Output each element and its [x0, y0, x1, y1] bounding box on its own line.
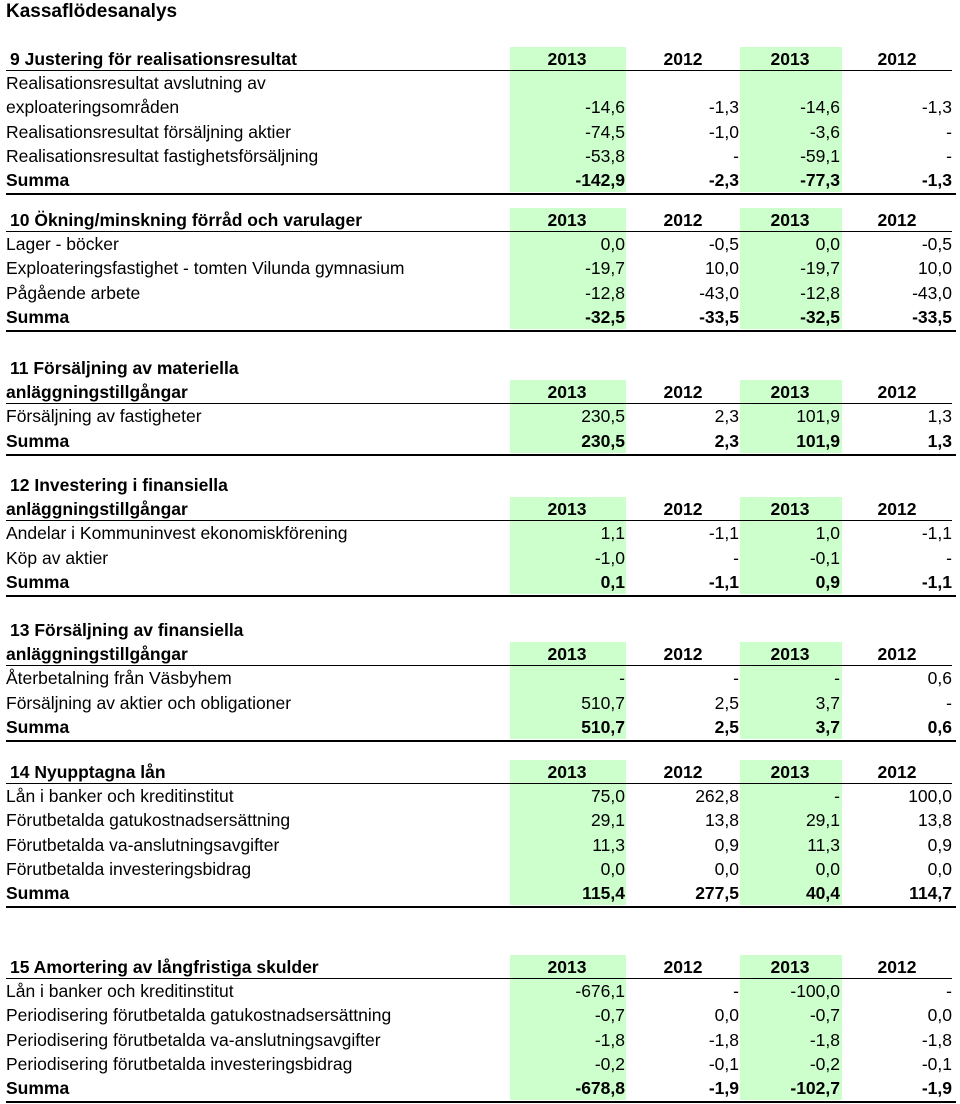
row-label: Exploateringsfastighet - tomten Vilunda gymnasium: [6, 258, 405, 279]
row-value: -: [946, 692, 952, 713]
summa-label: Summa: [6, 883, 70, 903]
row-value: -0,2: [594, 1053, 625, 1074]
row-label: Realisationsresultat försäljning aktier: [6, 121, 291, 142]
row-value: -: [834, 668, 840, 689]
row-value: -1,8: [708, 1029, 739, 1050]
row-value: -0,1: [921, 1053, 952, 1074]
row-value: -: [733, 668, 739, 689]
row-value: 0,0: [927, 1005, 952, 1026]
row-value: -: [733, 145, 739, 166]
row-value: -100,0: [790, 981, 840, 1002]
summa-value: 0,1: [600, 571, 625, 592]
row-value: -1,8: [594, 1029, 625, 1050]
row-value: -1,1: [921, 523, 952, 544]
section-bottom-rule: [6, 906, 956, 908]
row-value: -0,7: [809, 1005, 840, 1026]
column-year-header: 2012: [663, 210, 703, 230]
row-label: Köp av aktier: [6, 547, 109, 568]
summa-value: -1,3: [921, 170, 952, 190]
column-year-header: 2013: [770, 499, 810, 520]
column-year-header: 2013: [770, 762, 810, 782]
row-value: 13,8: [917, 810, 952, 831]
row-value: -: [733, 547, 739, 568]
page-title: Kassaflödesanalys: [6, 1, 178, 22]
summa-value: 0,6: [927, 716, 952, 737]
column-year-header: 2013: [547, 382, 587, 403]
section-bottom-rule: [6, 193, 956, 195]
summa-value: 2,3: [714, 430, 739, 451]
row-label: Försäljning av fastigheter: [6, 406, 202, 427]
column-year-header: 2013: [770, 49, 810, 69]
summa-value: 2,5: [714, 716, 739, 737]
section-heading: 15 Amortering av långfristiga skulder: [10, 957, 319, 977]
row-value: 262,8: [695, 786, 739, 807]
row-value: -53,8: [585, 145, 625, 166]
row-value: 0,0: [600, 234, 625, 255]
row-value: -43,0: [699, 282, 739, 303]
row-label: Lån i banker och kreditinstitut: [6, 981, 234, 1002]
row-value: 2,5: [714, 692, 739, 713]
row-label: exploateringsområden: [6, 97, 180, 118]
row-value: -0,5: [921, 234, 952, 255]
row-value: -0,1: [708, 1053, 739, 1074]
summa-value: 115,4: [582, 883, 625, 903]
summa-value: -102,7: [790, 1078, 840, 1098]
row-value: 1,1: [600, 523, 625, 544]
summa-value: 40,4: [805, 883, 840, 903]
row-value: 101,9: [796, 406, 840, 427]
row-value: -1,3: [921, 97, 952, 118]
column-year-header: 2013: [770, 382, 810, 403]
row-value: -676,1: [575, 981, 625, 1002]
row-value: 1,0: [815, 523, 840, 544]
row-value: 230,5: [581, 406, 625, 427]
summa-value: 510,7: [581, 716, 625, 737]
section-heading: 9 Justering för realisationsresultat: [10, 49, 297, 69]
column-year-header: 2013: [547, 957, 587, 977]
row-value: 0,0: [815, 858, 840, 879]
column-year-header: 2012: [877, 210, 917, 230]
row-value: 0,6: [927, 668, 952, 689]
row-value: 13,8: [704, 810, 739, 831]
section-heading: 12 Investering i finansiella: [10, 475, 228, 495]
summa-value: 114,7: [909, 883, 952, 903]
column-year-header: 2012: [663, 382, 703, 403]
column-year-header: 2012: [877, 644, 917, 665]
row-value: 29,1: [805, 810, 840, 831]
column-year-header: 2013: [547, 49, 587, 69]
row-value: -59,1: [800, 145, 840, 166]
row-value: -1,3: [708, 97, 739, 118]
summa-value: -142,9: [575, 170, 625, 190]
column-year-header: 2013: [770, 957, 810, 977]
row-value: 2,3: [714, 406, 739, 427]
section-heading: 14 Nyupptagna lån: [10, 762, 166, 782]
summa-label: Summa: [6, 716, 70, 737]
column-year-header: 2012: [877, 49, 917, 69]
row-value: -1,1: [708, 523, 739, 544]
row-value: 0,0: [815, 234, 840, 255]
section-heading: 10 Ökning/minskning förråd och varulager: [10, 210, 363, 230]
section-bottom-rule: [6, 454, 956, 456]
row-value: -: [834, 786, 840, 807]
summa-value: -1,9: [708, 1078, 739, 1098]
column-year-header: 2012: [663, 762, 703, 782]
row-value: -12,8: [800, 282, 840, 303]
summa-value: 0,9: [815, 571, 840, 592]
summa-value: 3,7: [815, 716, 840, 737]
row-value: 0,0: [714, 858, 739, 879]
row-value: -14,6: [800, 97, 840, 118]
summa-value: -32,5: [800, 306, 840, 327]
summa-value: 1,3: [927, 430, 952, 451]
column-year-header: 2012: [663, 49, 703, 69]
row-label: Periodisering förutbetalda va-anslutningsavgifter: [6, 1029, 381, 1050]
summa-value: -2,3: [708, 170, 739, 190]
row-value: 10,0: [917, 258, 952, 279]
row-value: -1,8: [809, 1029, 840, 1050]
section-bottom-rule: [6, 330, 956, 332]
summa-value: -32,5: [585, 306, 625, 327]
column-year-header: 2013: [770, 210, 810, 230]
column-year-header: 2013: [770, 644, 810, 665]
column-year-header: 2012: [663, 644, 703, 665]
row-value: -14,6: [585, 97, 625, 118]
row-value: 11,3: [592, 834, 625, 855]
row-label: Periodisering förutbetalda investeringsbidrag: [6, 1053, 353, 1074]
section-bottom-rule: [6, 595, 956, 597]
column-year-header: 2013: [547, 499, 587, 520]
summa-value: -1,1: [708, 571, 739, 592]
section-bottom-rule: [6, 1101, 956, 1103]
row-value: 0,0: [714, 1005, 739, 1026]
row-value: 0,0: [927, 858, 952, 879]
column-year-header: 2013: [547, 210, 587, 230]
row-value: -1,8: [921, 1029, 952, 1050]
column-year-header: 2012: [663, 499, 703, 520]
summa-value: -1,1: [921, 571, 952, 592]
summa-label: Summa: [6, 306, 70, 327]
row-value: 1,3: [927, 406, 952, 427]
row-label: Förutbetalda va-anslutningsavgifter: [6, 834, 280, 855]
column-year-header: 2012: [877, 762, 917, 782]
row-value: 0,9: [714, 834, 739, 855]
summa-value: 101,9: [796, 430, 840, 451]
section-bottom-rule: [6, 740, 956, 742]
summa-value: -1,9: [921, 1078, 952, 1098]
row-label: Återbetalning från Väsbyhem: [6, 668, 232, 689]
row-value: -0,7: [594, 1005, 625, 1026]
summa-value: -678,8: [575, 1078, 625, 1098]
row-value: -1,0: [708, 121, 739, 142]
row-value: -0,1: [809, 547, 840, 568]
row-value: -: [946, 547, 952, 568]
section-heading: anläggningstillgångar: [6, 382, 188, 403]
summa-label: Summa: [6, 1078, 70, 1098]
summa-label: Summa: [6, 430, 70, 451]
column-year-header: 2012: [877, 382, 917, 403]
row-label: Lån i banker och kreditinstitut: [6, 786, 234, 807]
row-label: Lager - böcker: [6, 234, 119, 255]
column-year-header: 2013: [547, 644, 587, 665]
row-value: 11,3: [807, 834, 840, 855]
section-heading: anläggningstillgångar: [6, 499, 188, 520]
summa-value: -33,5: [699, 306, 739, 327]
row-value: -1,0: [594, 547, 625, 568]
summa-value: -77,3: [800, 170, 840, 190]
row-value: 0,9: [927, 834, 952, 855]
row-label: Förutbetalda investeringsbidrag: [6, 858, 252, 879]
row-label: Försäljning av aktier och obligationer: [6, 692, 292, 713]
row-value: 100,0: [908, 786, 952, 807]
summa-value: 277,5: [695, 883, 739, 903]
row-value: -: [946, 145, 952, 166]
row-value: 10,0: [704, 258, 739, 279]
row-value: 75,0: [590, 786, 625, 807]
summa-label: Summa: [6, 571, 70, 592]
row-value: -: [733, 981, 739, 1002]
row-value: -: [946, 981, 952, 1002]
row-label: Pågående arbete: [6, 282, 141, 303]
row-value: -3,6: [809, 121, 840, 142]
row-label: Förutbetalda gatukostnadsersättning: [6, 810, 291, 831]
column-year-header: 2012: [663, 957, 703, 977]
row-value: -74,5: [585, 121, 625, 142]
row-label: Realisationsresultat avslutning av: [6, 73, 266, 94]
row-value: 0,0: [600, 858, 625, 879]
row-label: Andelar i Kommuninvest ekonomiskförening: [6, 523, 348, 544]
column-year-header: 2013: [547, 762, 587, 782]
row-value: 3,7: [815, 692, 840, 713]
row-value: -43,0: [912, 282, 952, 303]
row-value: 510,7: [581, 692, 625, 713]
row-label: Periodisering förutbetalda gatukostnadsersättning: [6, 1005, 392, 1026]
column-year-header: 2012: [877, 957, 917, 977]
row-value: -19,7: [800, 258, 840, 279]
row-value: -19,7: [585, 258, 625, 279]
row-value: -12,8: [585, 282, 625, 303]
summa-label: Summa: [6, 170, 70, 190]
column-year-header: 2012: [877, 499, 917, 520]
row-value: -0,2: [809, 1053, 840, 1074]
row-value: -: [946, 121, 952, 142]
row-value: -0,5: [708, 234, 739, 255]
section-heading: anläggningstillgångar: [6, 644, 188, 665]
section-heading: 11 Försäljning av materiella: [10, 358, 239, 378]
summa-value: 230,5: [581, 430, 625, 451]
row-label: Realisationsresultat fastighetsförsäljning: [6, 145, 319, 166]
row-value: -: [619, 668, 625, 689]
row-value: 29,1: [590, 810, 625, 831]
section-heading: 13 Försäljning av finansiella: [10, 620, 244, 640]
summa-value: -33,5: [912, 306, 952, 327]
